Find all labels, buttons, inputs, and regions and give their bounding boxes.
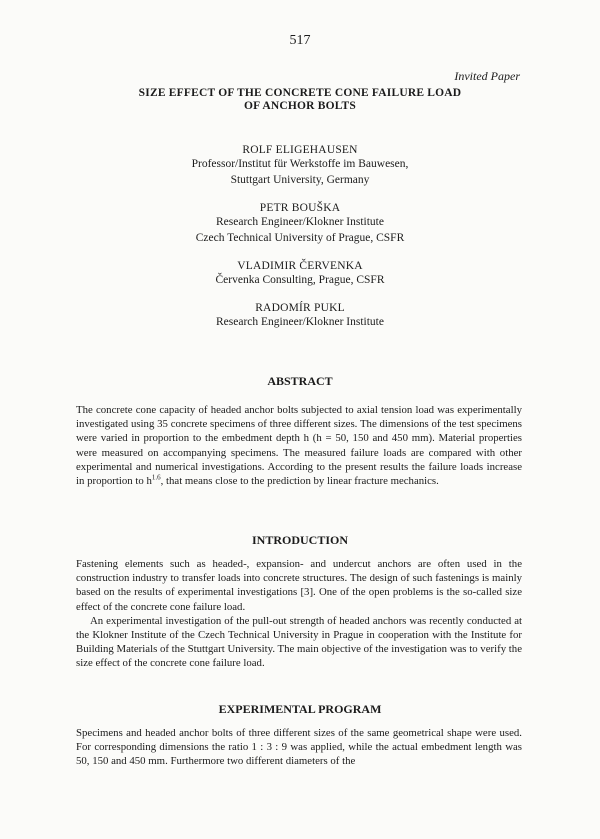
author-block-4 [0, 302, 600, 330]
page-number: 517 [289, 33, 311, 48]
introduction-paragraph-1: Fastening elements such as headed-, expansion- and undercut anchors are often used in the construction industry to transfer loads into concrete structures. The design of such fastenings is mainly based on the results of experimental investigations [3]. One of the open problems is the so-called size effect of the concrete cone failure load. [76, 558, 522, 613]
author-affiliation-line: Professor/Institut für Werkstoffe im Bauwesen, [191, 158, 409, 170]
introduction-paragraph-2: An experimental investigation of the pull-out strength of headed anchors was recently conducted at the Klokner Institute of the Czech Technical University in Prague in cooperation with the Institute for Building Materials of the Stuttgart University. The main objective of the investigation was to verify the size effect of the concrete cone failure load. [76, 614, 522, 670]
title-line-1: SIZE EFFECT OF THE CONCRETE CONE FAILURE LOAD [138, 87, 462, 99]
author-affiliation-line: Research Engineer/Klokner Institute [216, 316, 384, 328]
abstract-text [76, 403, 522, 488]
title-line-2: OF ANCHOR BOLTS [243, 100, 357, 112]
introduction-body [76, 557, 522, 671]
author-name: VLADIMIR ČERVENKA [237, 260, 363, 272]
experimental-heading: EXPERIMENTAL PROGRAM [218, 702, 382, 716]
author-name: RADOMÍR PUKL [255, 302, 345, 314]
author-affiliation-line: Stuttgart University, Germany [230, 174, 370, 186]
author-affiliation-line: Červenka Consulting, Prague, CSFR [215, 274, 385, 286]
author-affiliation-line: Czech Technical University of Prague, CSFR [195, 232, 405, 244]
author-affiliation-line: Research Engineer/Klokner Institute [216, 216, 384, 228]
author-name: ROLF ELIGEHAUSEN [242, 144, 358, 156]
paper-title [0, 87, 600, 113]
introduction-heading: INTRODUCTION [251, 533, 348, 547]
abstract-text-end: , that means close to the prediction by linear fracture mechanics. [160, 475, 439, 488]
author-block-1 [0, 144, 600, 188]
author-name: PETR BOUŠKA [259, 202, 341, 214]
abstract-text-main: The concrete cone capacity of headed anchor bolts subjected to axial tension load was experimentally investigated using 35 concrete specimens of three different sizes. The dimensions of the test specimens were varied in proportion to the embedment depth h (h = 50, 150 and 450 mm). Material properties were measured on accompanying specimens. The measured failure loads are compared with other experimental and numerical investigations. According to the present results the failure loads increase in proportion to h [76, 404, 522, 488]
author-block-2 [0, 202, 600, 246]
author-block-3 [0, 260, 600, 288]
invited-paper-label: Invited Paper [454, 69, 520, 83]
experimental-body [76, 726, 522, 769]
experimental-paragraph-1: Specimens and headed anchor bolts of three different sizes of the same geometrical shape were used. For corresponding dimensions the ratio 1 : 3 : 9 was applied, while the actual embedment length was 50, 150 and 450 mm. Furthermore two different diameters of the [76, 727, 522, 768]
abstract-exponent: 1.6 [151, 473, 161, 482]
abstract-heading: ABSTRACT [267, 374, 333, 388]
